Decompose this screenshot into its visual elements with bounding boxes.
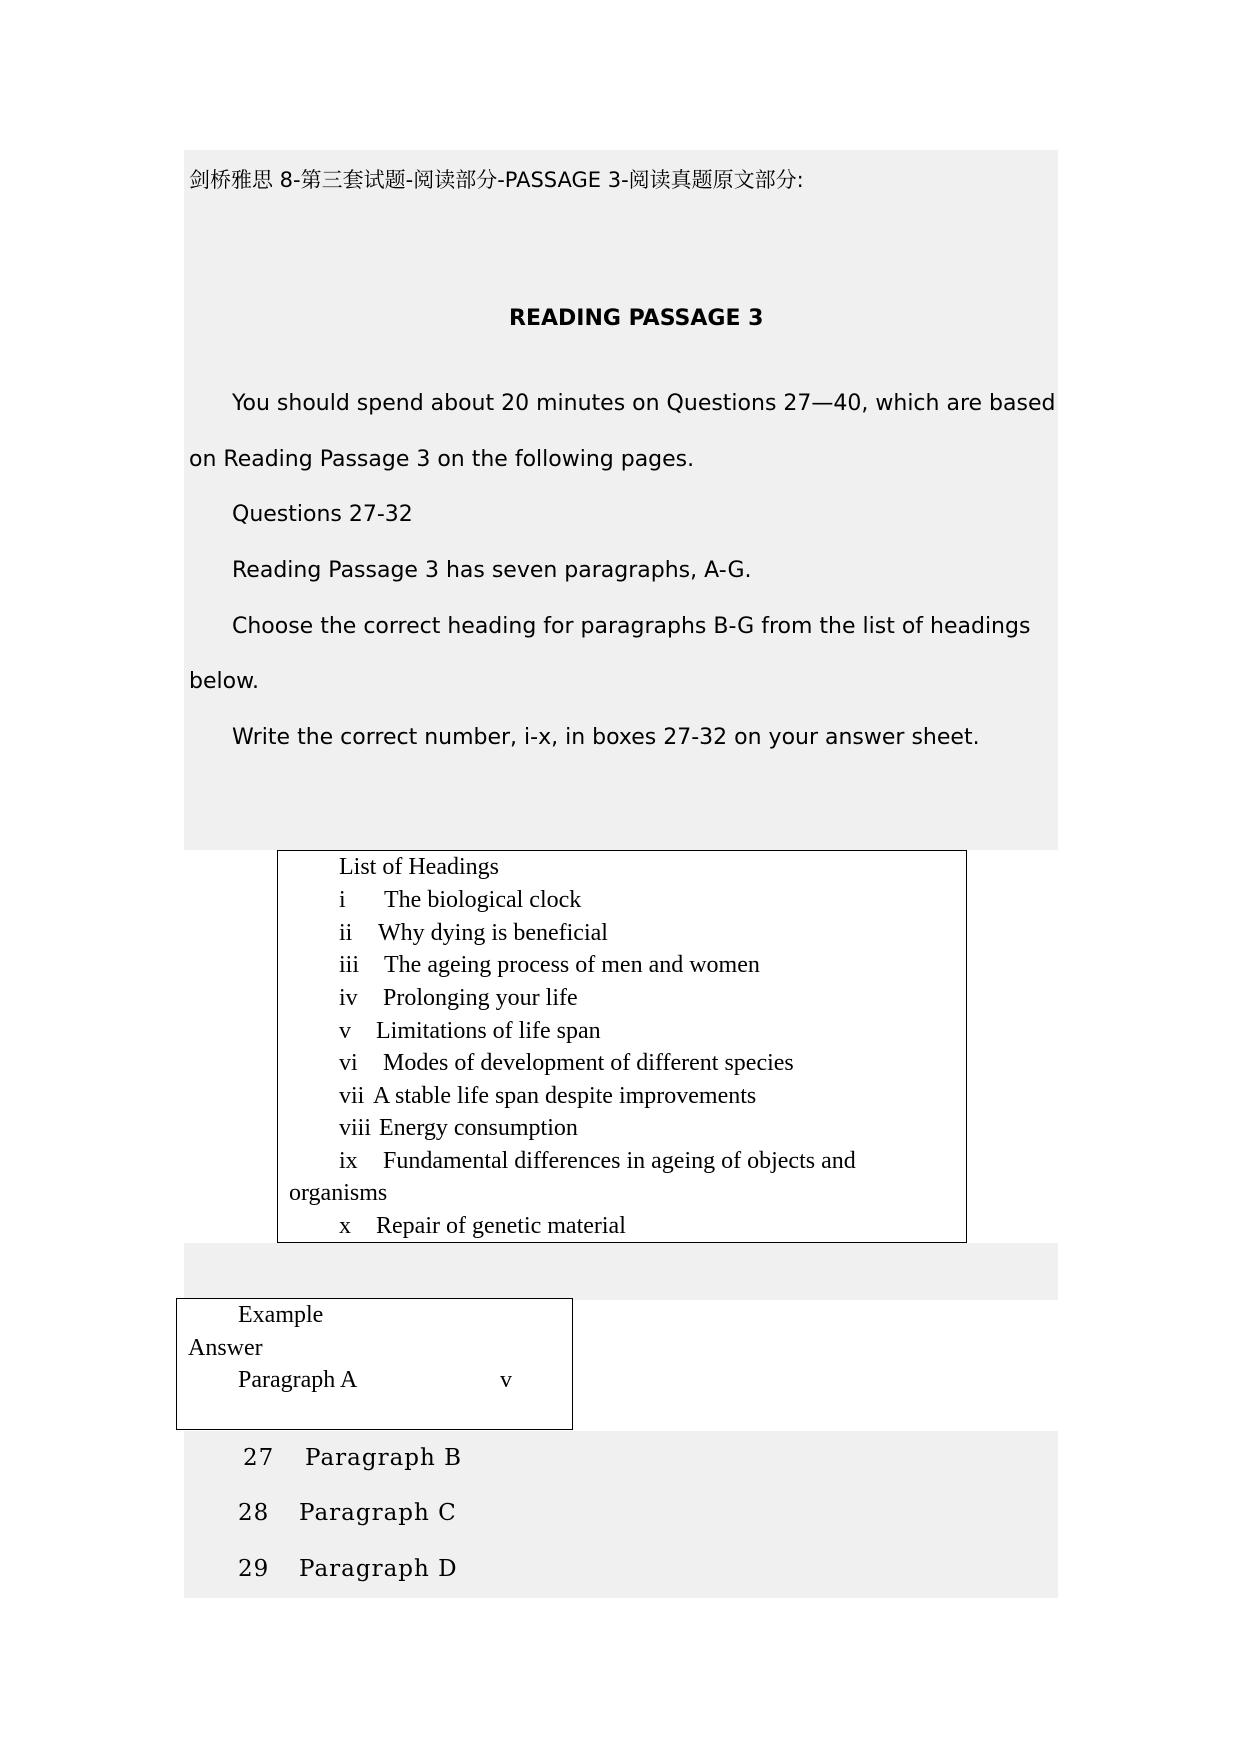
heading-text: Energy consumption (379, 1115, 578, 1141)
example-answer-label: Answer (188, 1335, 263, 1361)
heading-text: Why dying is beneficial (378, 920, 608, 946)
heading-text: The ageing process of men and women (384, 952, 760, 978)
shaded-block-middle (184, 1243, 1058, 1300)
headings-box (277, 850, 967, 1243)
heading-num: vii (339, 1083, 365, 1109)
heading-text: Repair of genetic material (376, 1213, 626, 1239)
heading-text: Prolonging your life (383, 985, 578, 1011)
instruction-write: Write the correct number, i-x, in boxes 27-32 on your answer sheet. (232, 725, 980, 750)
example-box (176, 1298, 573, 1430)
example-paragraph: Paragraph A (238, 1367, 358, 1393)
heading-text: A stable life span despite improvements (373, 1083, 757, 1109)
instruction-paragraphs: Reading Passage 3 has seven paragraphs, A-G. (232, 558, 752, 583)
heading-num: vi (339, 1050, 358, 1076)
heading-text: Modes of development of different species (383, 1050, 794, 1076)
heading-text: Fundamental differences in ageing of objects and (383, 1148, 856, 1174)
example-answer-value: v (500, 1367, 512, 1393)
question-text: Paragraph B (305, 1445, 463, 1471)
intro-line-2: on Reading Passage 3 on the following pages. (189, 447, 695, 472)
heading-num: viii (339, 1115, 372, 1141)
heading-num: iii (339, 952, 360, 978)
heading-num: v (339, 1018, 351, 1044)
question-number: 29 (238, 1556, 270, 1582)
heading-text: Limitations of life span (376, 1018, 601, 1044)
questions-range: Questions 27-32 (232, 502, 413, 527)
question-text: Paragraph C (299, 1500, 457, 1526)
heading-num: x (339, 1213, 351, 1239)
intro-line-1: You should spend about 20 minutes on Questions 27—40, which are based (232, 391, 1056, 416)
heading-num: ii (339, 920, 353, 946)
heading-text: The biological clock (384, 887, 582, 913)
example-label: Example (238, 1302, 324, 1328)
headings-title: List of Headings (339, 854, 499, 880)
question-number: 28 (238, 1500, 270, 1526)
heading-num: ix (339, 1148, 358, 1174)
question-number: 27 (243, 1445, 275, 1471)
passage-title: READING PASSAGE 3 (509, 306, 764, 331)
instruction-choose-line-2: below. (189, 669, 260, 694)
question-text: Paragraph D (299, 1556, 458, 1582)
document-header: 剑桥雅思 8-第三套试题-阅读部分-PASSAGE 3-阅读真题原文部分: (189, 168, 804, 192)
heading-num: iv (339, 985, 358, 1011)
heading-text-continuation: organisms (289, 1180, 388, 1206)
instruction-choose-line-1: Choose the correct heading for paragraphs B-G from the list of headings (232, 614, 1031, 639)
heading-num: i (339, 887, 346, 913)
